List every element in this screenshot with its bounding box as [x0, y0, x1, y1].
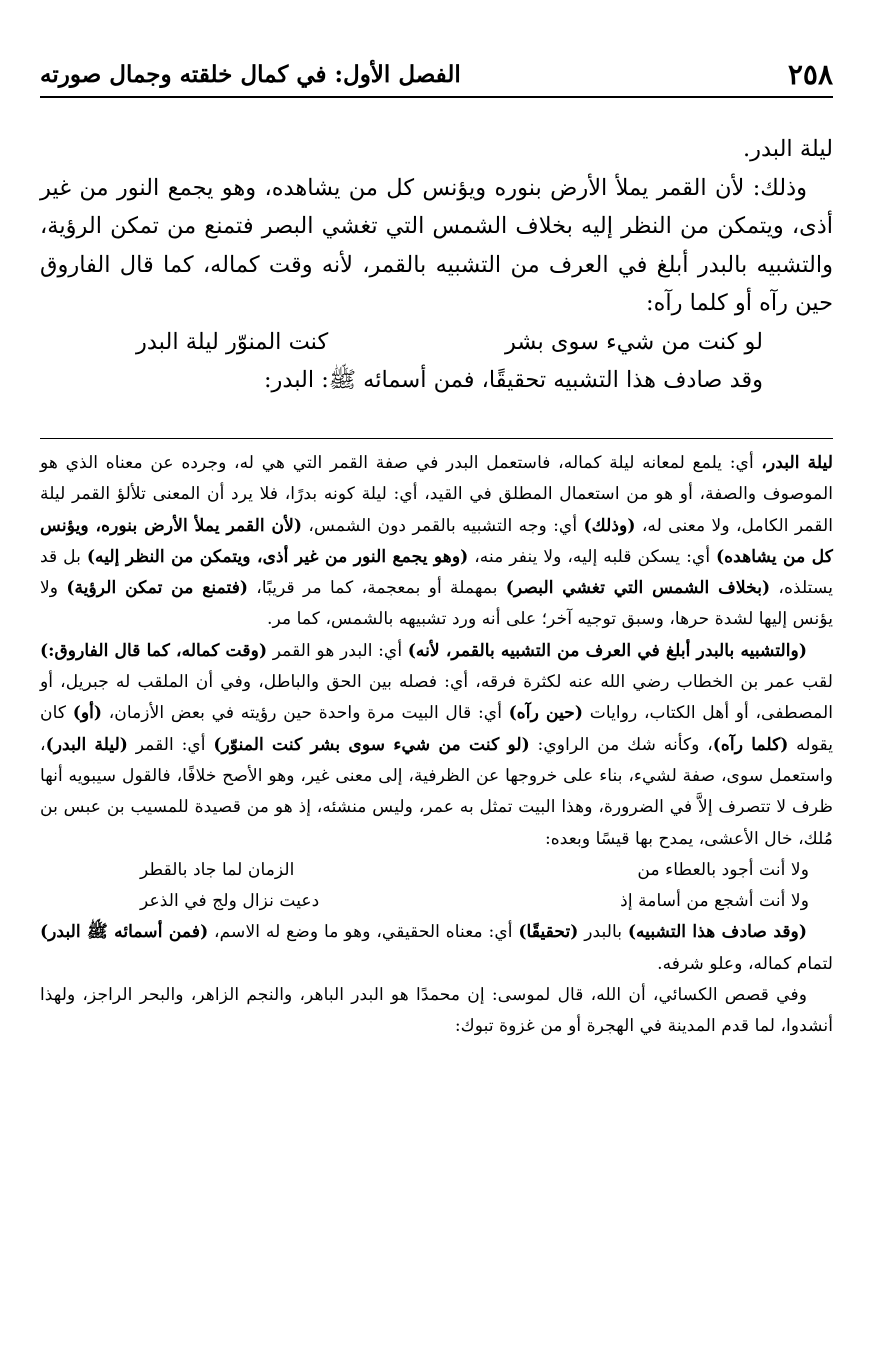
commentary-bold-quote: (كلما رآه)	[712, 734, 789, 755]
commentary-text-run: أي: البدر هو القمر	[267, 640, 408, 661]
footnote-divider	[40, 438, 833, 439]
commentary-text-run: أي: القمر	[127, 734, 214, 755]
commentary-text-run: أي: معناه الحقيقي، وهو ما وضع له الاسم،	[208, 922, 519, 943]
verse-hemistich: الزمان لما جاد بالقطر	[140, 859, 295, 880]
commentary-bold-quote: (وهو يجمع النور من غير أذى، ويتمكن من النظر إليه)	[86, 546, 469, 567]
commentary-text-run: لتمام كماله، وعلو شرفه.	[657, 953, 833, 974]
commentary-text	[40, 448, 833, 1043]
commentary-bold-quote: (لو كنت من شيء سوى بشر كنت المنوّر)	[213, 734, 530, 755]
verse-hemistich: لو كنت من شيء سوى بشر	[504, 328, 763, 355]
commentary-text-run: بالبدر	[578, 922, 628, 943]
commentary-paragraph	[40, 448, 833, 636]
commentary-text-run: كان يقوله	[40, 703, 833, 755]
page-header	[40, 52, 833, 98]
commentary-bold-quote: (تحقيقًا)	[518, 922, 579, 943]
commentary-text-run: بل قد يستلذه،	[40, 546, 833, 599]
commentary-verse	[40, 886, 833, 917]
commentary-bold-quote: (وقت كماله، كما قال الفاروق:)	[40, 640, 268, 661]
commentary-bold-quote: (والتشبيه بالبدر أبلغ في العرف من التشبيه بالقمر، لأنه)	[407, 640, 807, 661]
commentary-bold-quote: (ليلة البدر)	[45, 734, 128, 755]
verse-hemistich: دعيت نزال ولج في الذعر	[140, 891, 320, 912]
commentary-verse	[40, 855, 833, 886]
commentary-text-run: لقب عمر بن الخطاب رضي الله عنه لكثرة فرقه، أي: فصله بين الحق والباطل، وفي أن الملقب له جبريل، أو المصطفى، أو أهل الكتاب، روايات	[40, 672, 833, 724]
poem-verse	[40, 323, 833, 362]
commentary-bold-quote: (فمن أسمائه ﷺ البدر)	[40, 922, 209, 943]
main-paragraph: وقد صادف هذا التشبيه تحقيقًا، فمن أسمائه ﷺ: البدر:	[263, 367, 763, 393]
commentary-bold-quote: (فتمنع من تمكن الرؤية)	[66, 578, 249, 599]
chapter-title: الفصل الأول: في كمال خلقته وجمال صورته	[40, 60, 461, 88]
commentary-text-run: أي: وجه التشبيه بالقمر دون الشمس،	[302, 515, 584, 536]
commentary-bold-quote: (وقد صادف هذا التشبيه)	[627, 922, 807, 943]
page-number: ٢٥٨	[787, 57, 833, 91]
commentary-text-run: أي: يلمع لمعانه ليلة كماله، فاستعمل البدر في صفة القمر التي هي له، وجرده عن معناه الذي هو الموصوف والصفة، أو هو من استعمال المطلق في القيد، أي: ليلة كونه بدرًا، فلا يرد أن المعنى تلألؤ القمر ليلة القمر الكامل، ولا معنى له،	[40, 453, 833, 536]
main-paragraph: ليلة البدر.	[742, 136, 833, 162]
commentary-bold-quote: (لأن القمر يملأ الأرض بنوره، ويؤنس كل من يشاهده)	[40, 515, 833, 567]
verse-hemistich: ولا أنت أجود بالعطاء من	[637, 859, 809, 880]
commentary-bold-quote: ليلة البدر،	[761, 453, 833, 473]
commentary-bold-quote: (بخلاف الشمس التي تغشي البصر)	[505, 578, 771, 599]
commentary-bold-quote: (حين رآه)	[508, 703, 584, 724]
commentary-text-run: أي: قال البيت مرة واحدة حين رؤيته في بعض الأزمان،	[102, 703, 509, 724]
commentary-text-run: ، واستعمل سوى، صفة لشيء، بناء على خروجها عن الظرفية، إلى معنى غير، وهو الأصح خلافًا، فالقول سيبويه أنها ظرف لا تتصرف إلاَّ في الضرورة، وهذا البيت تمثل به عمر، وليس منشئه، إذ هو من قصيدة للمسيب بن عبس بن مُلك، خال الأعشى، يمدح بها قيسًا وبعده:	[40, 734, 833, 849]
verse-hemistich: كنت المنوّر ليلة البدر	[136, 328, 329, 355]
commentary-paragraph	[40, 917, 833, 980]
commentary-bold-quote: (وذلك)	[583, 515, 636, 536]
main-text	[40, 130, 833, 400]
main-paragraph: وذلك: لأن القمر يملأ الأرض بنوره ويؤنس كل من يشاهده، وهو يجمع النور من غير أذى، ويتمكن من النظر إليه بخلاف الشمس التي تغشي البصر فتمنع من تمكن الرؤية، والتشبيه بالبدر أبلغ في العرف من التشبيه بالقمر، لأنه وقت كماله، كما قال الفاروق حين رآه أو كلما رآه:	[40, 174, 833, 316]
commentary-paragraph	[40, 636, 833, 855]
verse-hemistich: ولا أنت أشجع من أسامة إذ	[620, 891, 809, 912]
commentary-text-run: أي: يسكن قلبه إليه، ولا ينفر منه،	[468, 546, 717, 567]
commentary-text-run: ولا يؤنس إليها لشدة حرها، وسبق توجيه آخر؛ على أنه ورد تشبيهه بالشمس، كما مر.	[40, 578, 833, 630]
commentary-bold-quote: (أو)	[72, 703, 103, 724]
commentary-text-run: بمهملة أو بمعجمة، كما مر قريبًا،	[248, 578, 506, 599]
commentary-text-run: ، وكأنه شك من الراوي:	[529, 734, 713, 755]
commentary-paragraph: وفي قصص الكسائي، أن الله، قال لموسى: إن محمدًا هو البدر الباهر، والنجم الزاهر، والبحر الراجز، ولهذا أنشدوا، لما قدم المدينة في الهجرة أو من غزوة تبوك:	[40, 985, 833, 1037]
